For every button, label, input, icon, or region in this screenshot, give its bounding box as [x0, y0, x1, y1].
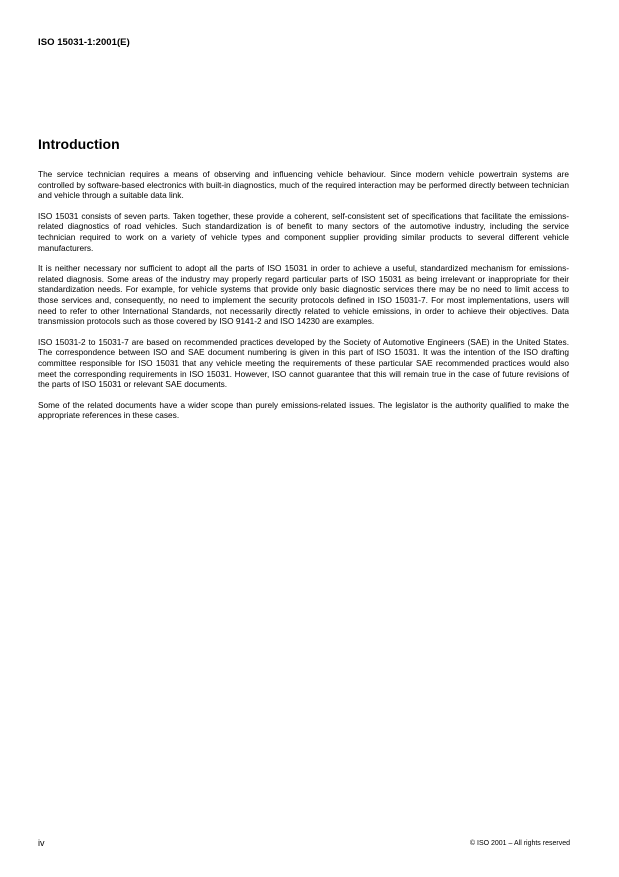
paragraph-2: ISO 15031 consists of seven parts. Taken together, these provide a coherent, self-consistent set of specifications that facilitate the emissions-related diagnostics of road vehicles. Such standardization is of benefit to many sectors of the automotive industry, including the service technician required to work on a variety of vehicle types and component supplier providing similar products to several different vehicle manufacturers.: [38, 210, 569, 253]
document-reference: ISO 15031-1:2001(E): [38, 37, 130, 48]
section-title: Introduction: [38, 136, 120, 152]
copyright-notice: © ISO 2001 – All rights reserved: [469, 840, 570, 847]
paragraph-5: Some of the related documents have a wider scope than purely emissions-related issues. The legislator is the authority qualified to make the appropriate references in these cases.: [38, 399, 569, 421]
page-number: iv: [38, 838, 45, 848]
paragraph-4: ISO 15031-2 to 15031-7 are based on recommended practices developed by the Society of Automotive Engineers (SAE) in the United States. The correspondence between ISO and SAE document numbering is given in this part of ISO 15031. It was the intention of the ISO drafting committee responsible for ISO 15031 that any vehicle meeting the requirements of these particular SAE recommended practices would also meet the corresponding requirements in ISO 15031. However, ISO cannot guarantee that this will remain true in the case of future revisions of the parts of ISO 15031 or relevant SAE documents.: [38, 336, 569, 390]
section-body: [38, 169, 569, 431]
paragraph-1: The service technician requires a means of observing and influencing vehicle behaviour. Since modern vehicle powertrain systems are controlled by software-based electronics with built-in diagnostics, much of the required interaction may be performed directly between technician and vehicle through a suitable data link.: [38, 169, 569, 201]
paragraph-3: It is neither necessary nor sufficient to adopt all the parts of ISO 15031 in order to achieve a useful, standardized mechanism for emissions-related diagnosis. Some areas of the industry may properly regard particular parts of ISO 15031 as being irrelevant or inappropriate for their standardization needs. For example, for vehicle systems that provide only basic diagnostic services there may be no need to limit access to those services and, consequently, no need to implement the security protocols defined in ISO 15031-7. For most implementations, users will need to refer to other International Standards, not necessarily directly related to vehicle emissions, in order to achieve their objectives. Data transmission protocols such as those covered by ISO 9141-2 and ISO 14230 are examples.: [38, 263, 569, 327]
